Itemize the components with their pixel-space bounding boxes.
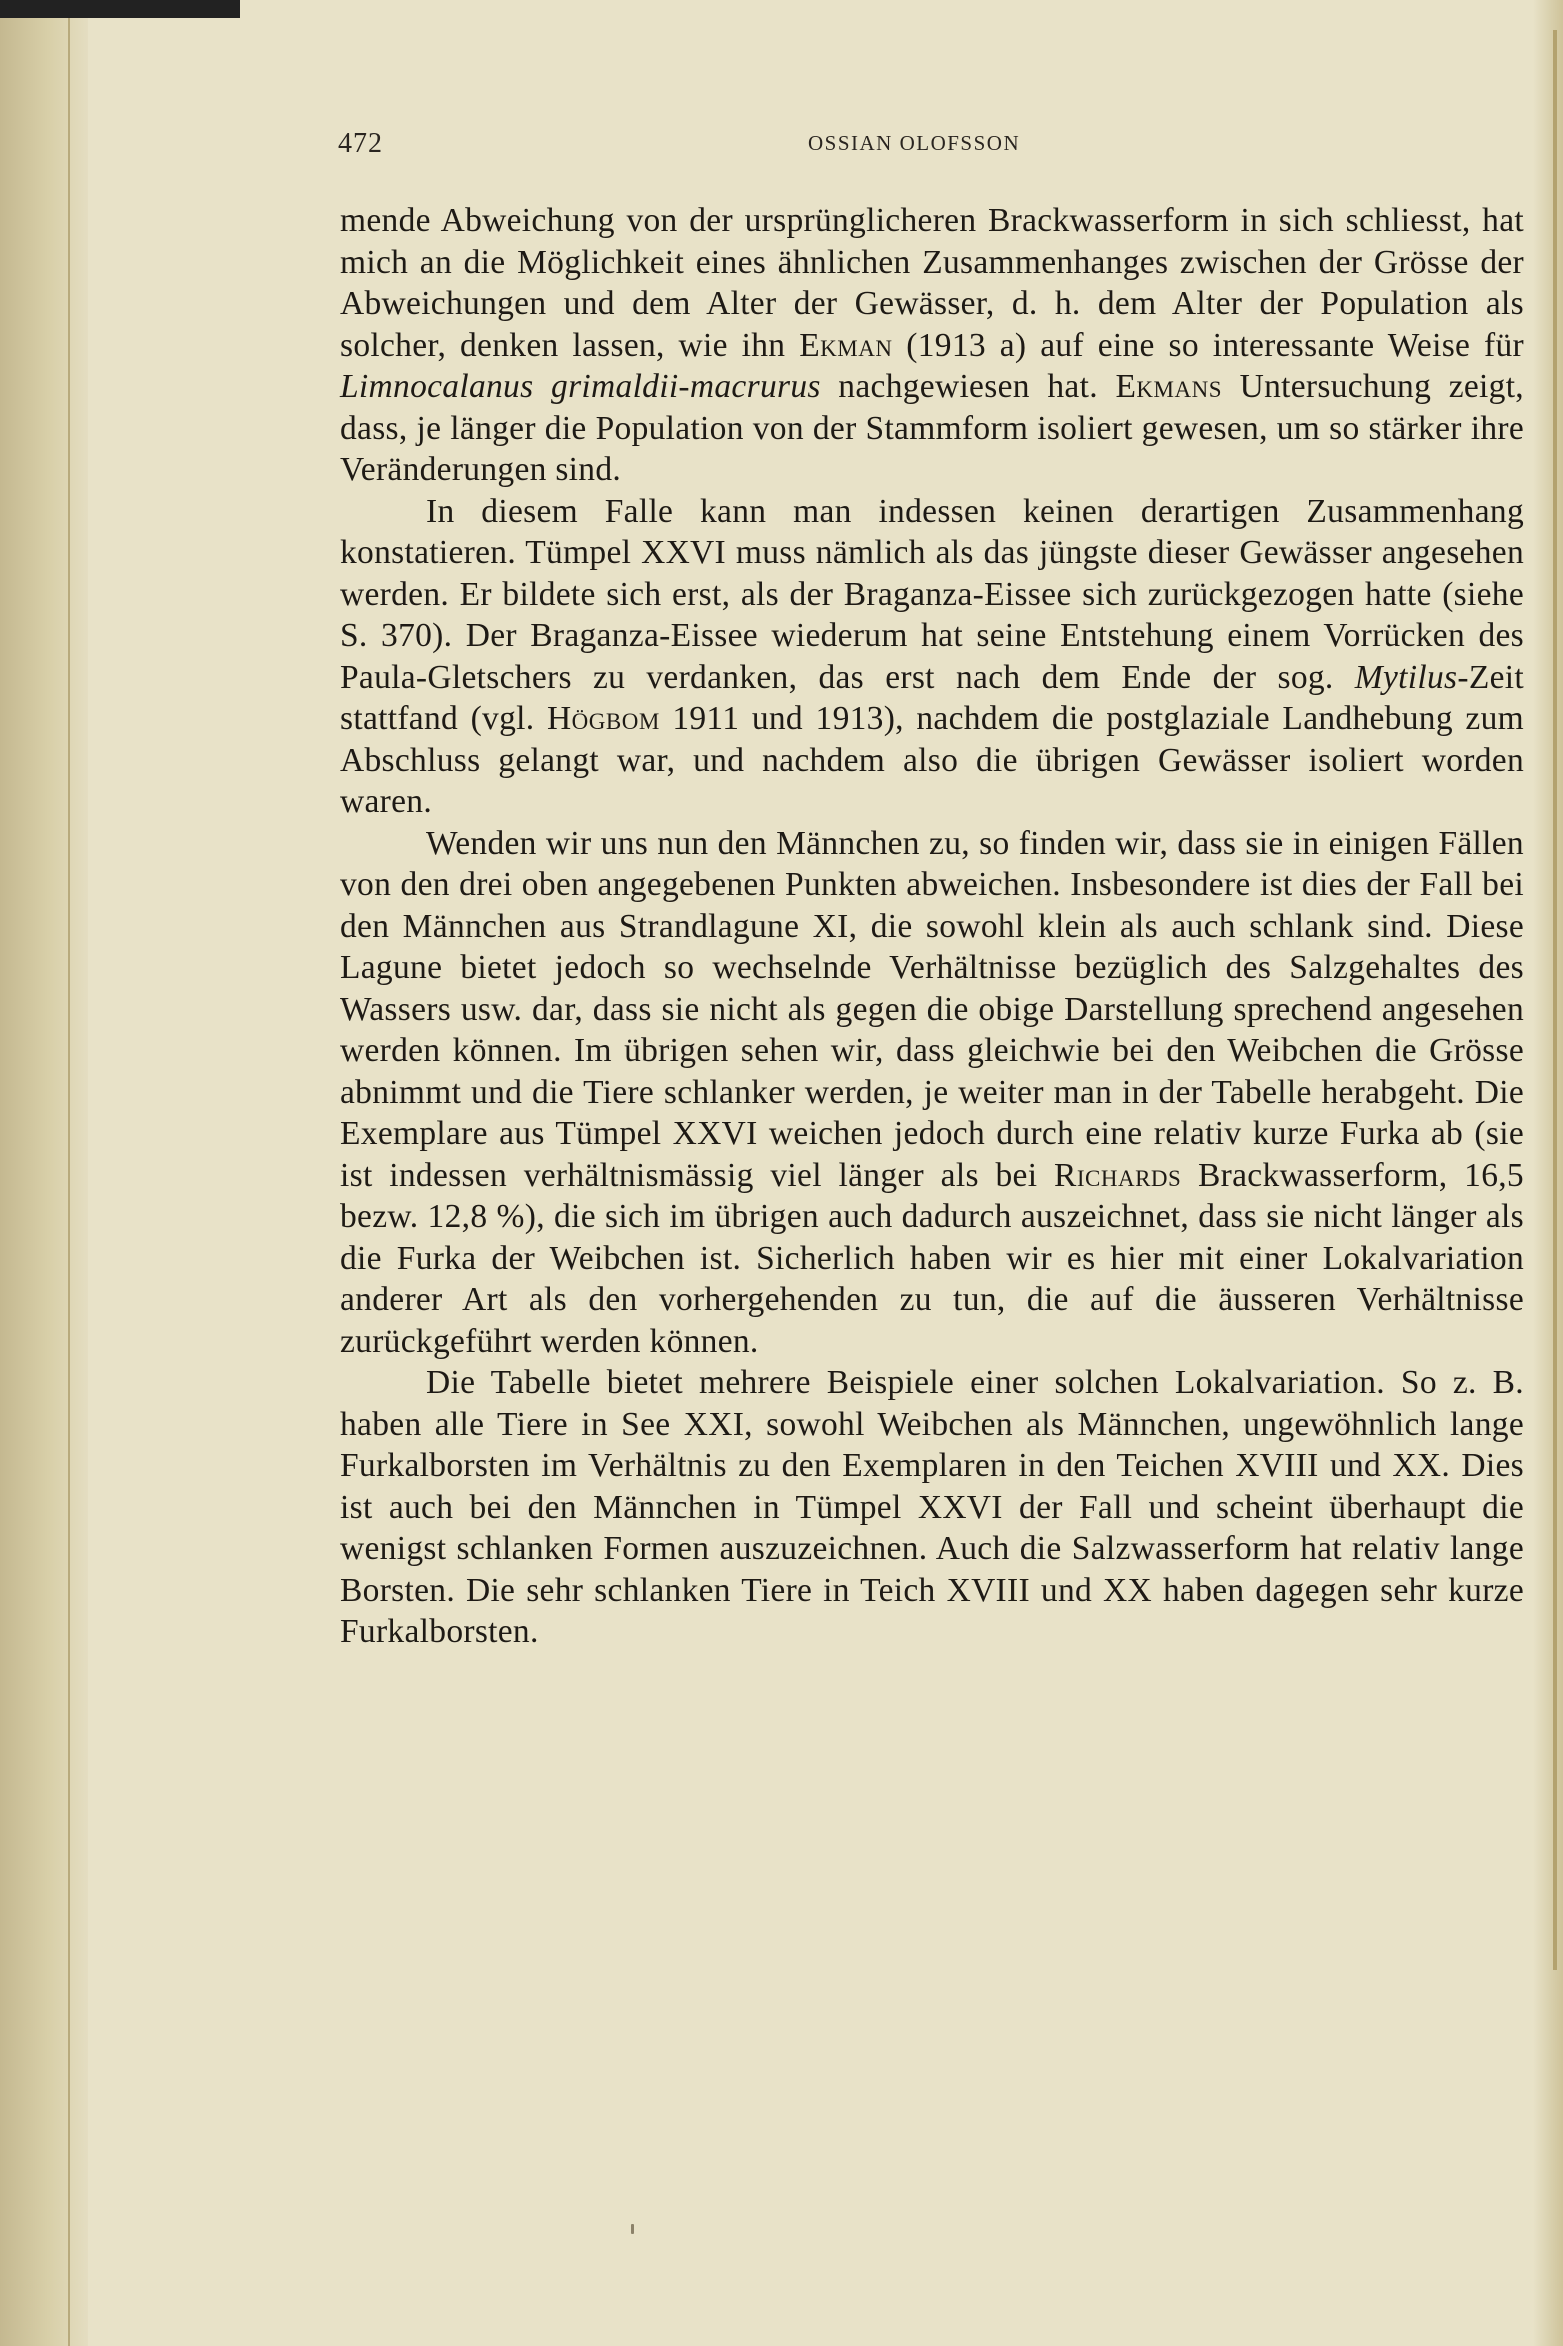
paragraph-3-text-b: Brackwasserform, 16,5 bezw. 12,8 %), die sich im übrigen auch dadurch auszeichnet, dass sie nicht länger als die Furka der Weibchen ist. Sicherlich haben wir es hier mit einer Lokalvariation anderer Art als den vorhergehenden zu tun, die auf die äusseren Verhältnisse zurückgeführt werden können. [340, 1156, 1524, 1360]
page-right-edge [1533, 0, 1563, 2346]
author-name-ekman: Ekman [799, 326, 893, 364]
species-name: Limnocalanus grimaldii-macrurus [340, 368, 821, 405]
paragraph-1 [340, 200, 1524, 491]
author-name-hogbom: Högbom [546, 700, 660, 737]
paragraph-2-text-a: In diesem Falle kann man indessen keinen derartigen Zusammenhang konstatieren. Tümpel XXVI muss nämlich als das jüngste dieser Gewässer angesehen werden. Er bildete sich erst, als der Braganza-Eissee sich zurückgezogen hatte (siehe S. 370). Der Braganza-Eissee wiederum hat seine Entstehung einem Vorrücken des Paula-Gletschers zu verdanken, das erst nach dem Ende der sog. [340, 492, 1524, 696]
scan-corner-shadow [0, 0, 240, 18]
running-title: OSSIAN OLOFSSON [808, 131, 1021, 155]
genus-name: Mytilus [1354, 658, 1458, 696]
adjacent-page-strip [1553, 30, 1557, 1970]
paragraph-2-text-b: -Zeit stattfand (vgl. [340, 658, 1524, 737]
paragraph-2-text-c: 1911 und 1913), nachdem die postglaziale Landhebung zum Abschluss gelangt war, und nachdem also die übrigen Gewässer isoliert worden waren. [340, 700, 1524, 820]
paragraph-1-text-c: nachgewiesen hat. [820, 368, 1116, 405]
scan-speck [631, 2224, 634, 2234]
binding-edge-line [68, 0, 70, 2346]
author-name-richards: Richards [1054, 1156, 1182, 1194]
paragraph-2 [340, 491, 1524, 823]
author-name-ekmans: Ekmans [1115, 368, 1222, 405]
running-head [338, 128, 1538, 168]
paragraph-3 [340, 823, 1524, 1363]
page-gutter-shadow [0, 0, 88, 2346]
paragraph-1-text-d: Untersuchung zeigt, dass, je länger die Population von der Stammform isoliert gewesen, um so stärker ihre Veränderungen sind. [340, 368, 1524, 488]
body-text [340, 200, 1524, 1653]
page-number: 472 [338, 128, 383, 159]
paragraph-3-text-a: Wenden wir uns nun den Männchen zu, so finden wir, dass sie in einigen Fällen von den drei oben angegebenen Punkten abweichen. Insbesondere ist dies der Fall bei den Männchen aus Strandlagune XI, die sowohl klein als auch schlank sind. Diese Lagune bietet jedoch so wechselnde Verhältnisse bezüglich des Salzgehaltes des Wassers usw. dar, dass sie nicht als gegen die obige Darstellung sprechend angesehen werden können. Im übrigen sehen wir, dass gleichwie bei den Weibchen die Grösse abnimmt und die Tiere schlanker werden, je weiter man in der Tabelle herabgeht. Die Exemplare aus Tümpel XXVI weichen jedoch durch eine relativ kurze Furka ab (sie ist indessen verhältnismässig viel länger als bei [340, 824, 1524, 1194]
paragraph-1-text-a: mende Abweichung von der ursprünglicheren Brackwasserform in sich schliesst, hat mich an die Möglichkeit eines ähnlichen Zusammenhanges zwischen der Grösse der Abweichungen und dem Alter der Gewässer, d. h. dem Alter der Population als solcher, denken lassen, wie ihn [340, 202, 1524, 364]
paragraph-1-text-b: (1913 a) auf eine so interessante Weise für [892, 326, 1525, 364]
paragraph-4: Die Tabelle bietet mehrere Beispiele einer solchen Lokalvariation. So z. B. haben alle Tiere in See XXI, sowohl Weibchen als Männchen, ungewöhnlich lange Furkalborsten im Verhältnis zu den Exemplaren in den Teichen XVIII und XX. Dies ist auch bei den Männchen in Tümpel XXVI der Fall und scheint überhaupt die wenigst schlanken Formen auszuzeichnen. Auch die Salzwasserform hat relativ lange Borsten. Die sehr schlanken Tiere in Teich XVIII und XX haben dagegen sehr kurze Furkalborsten. [340, 1364, 1524, 1650]
